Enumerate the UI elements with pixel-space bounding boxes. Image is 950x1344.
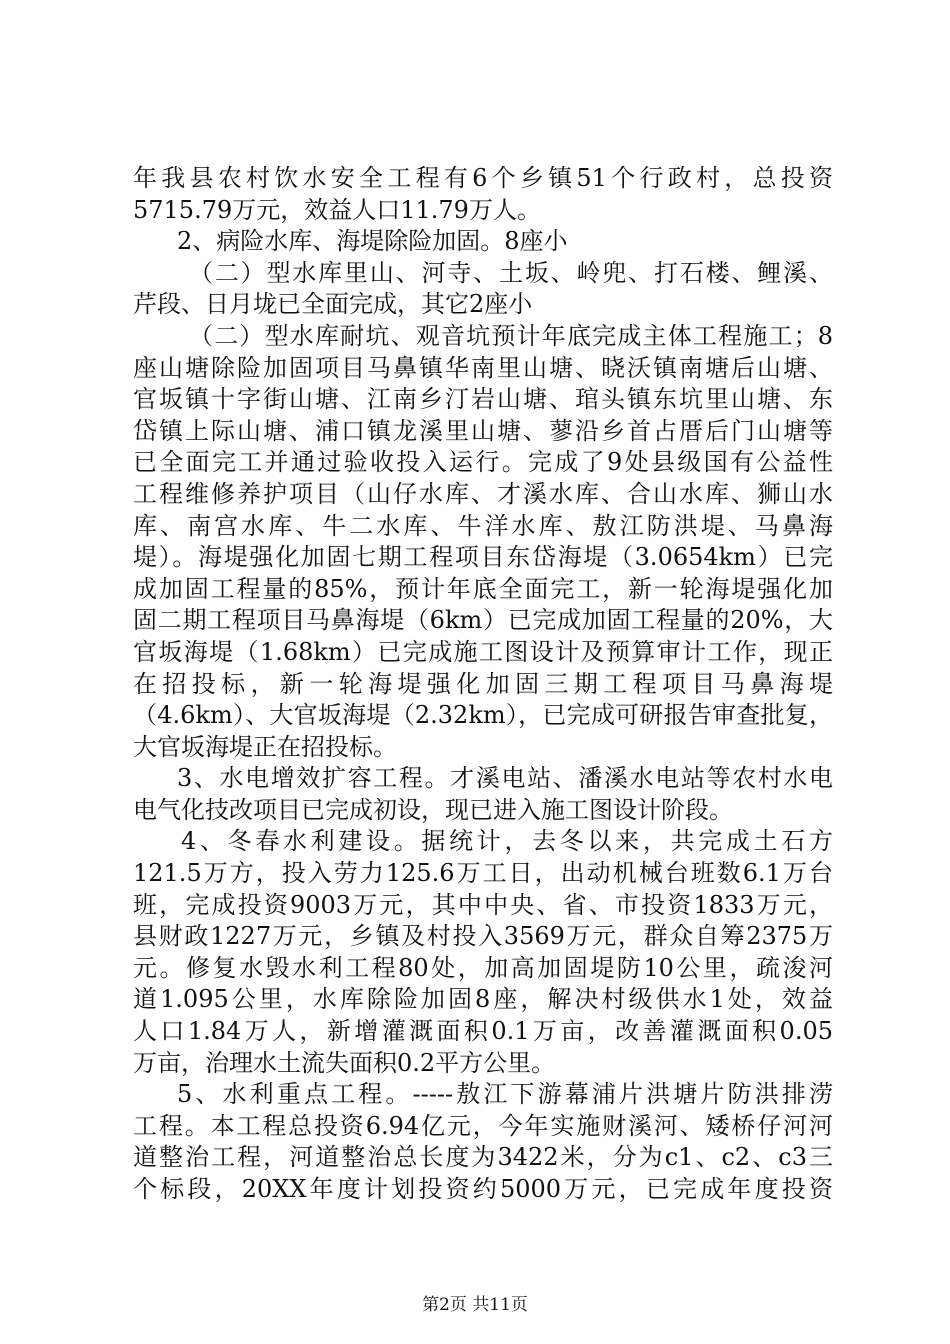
text-line: 元。修复水毁水利工程80处，加高加固堤防10公里，疏浚河 — [133, 953, 833, 982]
text-line: 官坂海堤（1.68km）已完成施工图设计及预算审计工作，现正 — [133, 637, 833, 666]
text-line: 岱镇上际山塘、浦口镇龙溪里山塘、蓼沿乡首占厝后门山塘等 — [133, 416, 833, 445]
text-line: 年我县农村饮水安全工程有6个乡镇51个行政村，总投资 — [133, 164, 833, 192]
text-line: 在招投标，新一轮海堤强化加固三期工程项目马鼻海堤 — [133, 669, 833, 698]
text-line: 工程维修养护项目（山仔水库、才溪水库、合山水库、狮山水 — [133, 479, 833, 508]
text-line: （4.6km）、大官坂海堤（2.32km），已完成可研报告审查批复， — [133, 701, 833, 730]
text-line: （二）型水库耐坑、观音坑预计年底完成主体工程施工；8 — [189, 321, 833, 350]
text-line: 大官坂海堤正在招投标。 — [133, 732, 397, 761]
document-body — [133, 163, 833, 1206]
text-line: 库、南宫水库、牛二水库、牛洋水库、敖江防洪堤、马鼻海 — [133, 511, 833, 540]
text-line: 5715.79万元，效益人口11.79万人。 — [133, 195, 541, 224]
text-line: 成加固工程量的85%，预计年底全面完工，新一轮海堤强化加 — [133, 574, 833, 603]
page-number-footer: 第2页 共11页 — [422, 1295, 528, 1315]
text-line: 3、水电增效扩容工程。才溪电站、潘溪水电站等农村水电 — [177, 764, 833, 793]
text-line: 芹段、日月垅已全面完成，其它2座小 — [133, 290, 533, 319]
text-line: 工程。本工程总投资6.94亿元，今年实施财溪河、矮桥仔河河 — [133, 1111, 833, 1140]
text-line: 座山塘除险加固项目马鼻镇华南里山塘、晓沃镇南塘后山塘、 — [133, 353, 833, 382]
text-line: 固二期工程项目马鼻海堤（6km）已完成加固工程量的20%，大 — [133, 606, 833, 635]
text-line: 电气化技改项目已完成初设，现已进入施工图设计阶段。 — [133, 795, 733, 824]
text-line: 堤）。海堤强化加固七期工程项目东岱海堤（3.0654km）已完 — [133, 543, 833, 572]
text-line: 121.5万方，投入劳力125.6万工日，出动机械台班数6.1万台 — [133, 859, 833, 888]
text-line: （二）型水库里山、河寺、土坂、岭兜、打石楼、鲤溪、 — [189, 258, 833, 287]
text-line: 县财政1227万元，乡镇及村投入3569万元，群众自筹2375万 — [133, 922, 833, 951]
text-line: 道整治工程，河道整治总长度为3422米，分为c1、c2、c3三 — [133, 1143, 833, 1172]
text-line: 2、病险水库、海堤除险加固。8座小 — [177, 227, 568, 256]
text-line: 道1.095公里，水库除险加固8座，解决村级供水1处，效益 — [133, 985, 833, 1014]
text-line: 班，完成投资9003万元，其中中央、省、市投资1833万元， — [133, 890, 833, 919]
text-line: 人口1.84万人，新增灌溉面积0.1万亩，改善灌溉面积0.05 — [133, 1017, 833, 1046]
text-line: 个标段，20XX年度计划投资约5000万元，已完成年度投资 — [133, 1175, 833, 1203]
text-line: 万亩，治理水土流失面积0.2平方公里。 — [133, 1048, 556, 1077]
text-line: 已全面完工并通过验收投入运行。完成了9处县级国有公益性 — [133, 448, 833, 477]
text-line: 4、冬春水利建设。据统计，去冬以来，共完成土石方 — [181, 827, 833, 856]
text-line: 官坂镇十字街山塘、江南乡汀岩山塘、琯头镇东坑里山塘、东 — [133, 385, 833, 414]
text-line: 5、水利重点工程。-----敖江下游幕浦片洪塘片防洪排涝 — [177, 1080, 833, 1109]
